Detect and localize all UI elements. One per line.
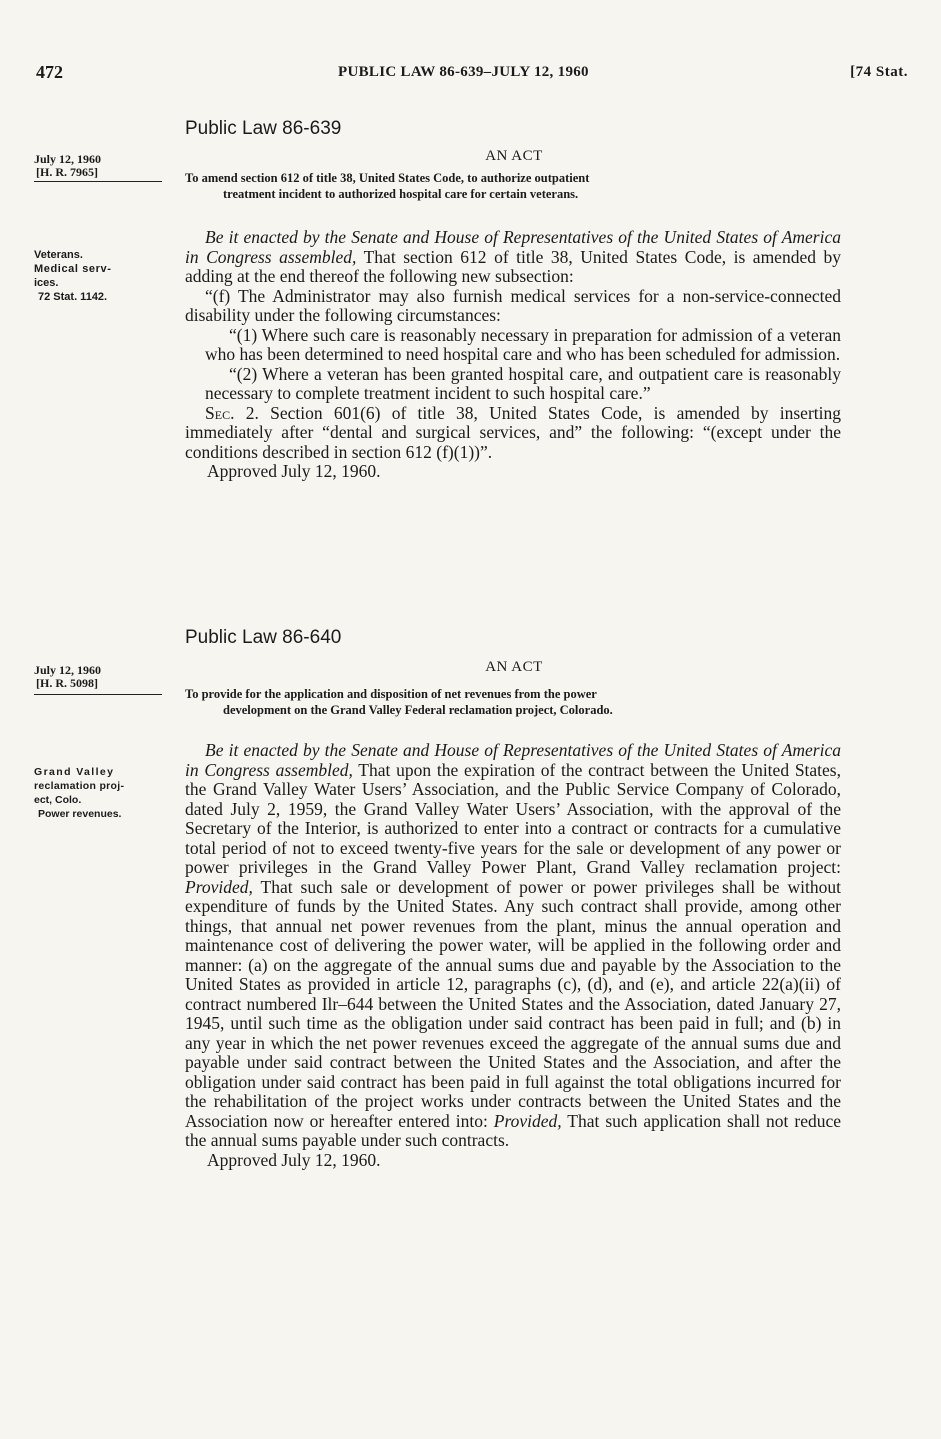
running-header — [36, 62, 908, 86]
law2-purpose — [185, 686, 843, 718]
law1-act-heading: AN ACT — [485, 148, 543, 164]
law2-purpose-line2: development on the Grand Valley Federal reclamation project, Colorado. — [223, 703, 613, 717]
law1-body — [185, 228, 841, 482]
law1-bill-number: [H. R. 7965] — [36, 165, 98, 179]
law1-purpose-line1: To amend section 612 of title 38, United States Code, to authorize outpatient — [185, 171, 590, 185]
volume-reference: [74 Stat. — [850, 64, 908, 80]
law2-text-a: That upon the expiration of the contract between the United States, the Grand Valley Water Users’ Association, and the Public Service Company of Colorado, dated July 2, 1959, the Grand Valley Water Users’ Association, with the approval of the Secretary of the Interior, is authorized to enter into a contract or contracts for a cumulative total period of not to exceed twenty-five years for the sale or development of any power or power privileges in the Grand Valley Power Plant, Grand Valley reclamation project: — [185, 759, 841, 877]
running-title: PUBLIC LAW 86-639–JULY 12, 1960 — [338, 64, 589, 80]
margin-note: Grand Valley — [34, 766, 115, 778]
law1-paragraph-2: “(2) Where a veteran has been granted hospital care, and outpatient care is reasonably necessary to complete treatment incident to such hospital care.” — [205, 363, 841, 403]
law2-text-c: That such application shall not reduce the annual sums payable under such contracts. — [185, 1110, 841, 1150]
law1-sec2-text: Section 601(6) of title 38, United States Code, is amended by inserting immediately after “dental and surgical services, and” the following: “(except under the conditions described in section 612 (f)(1))”. — [185, 402, 841, 462]
margin-note: Veterans. — [34, 249, 83, 261]
law1-margin-date — [34, 153, 174, 179]
margin-note: Medical serv- — [34, 263, 112, 275]
law1-date: July 12, 1960 — [34, 152, 102, 166]
law1-purpose-line2: treatment incident to authorized hospital care for certain veterans. — [223, 187, 579, 201]
law2-date: July 12, 1960 — [34, 663, 102, 677]
law1-subsection-f: “(f) The Administrator may also furnish medical services for a non-service-connected disability under the following circumstances: — [185, 285, 841, 325]
law1-approved: Approved July 12, 1960. — [207, 461, 381, 481]
law1-title: Public Law 86-639 — [185, 118, 342, 139]
law2-margin-notes — [34, 765, 174, 821]
law2-margin-rule — [34, 694, 162, 695]
margin-note: Power revenues. — [38, 808, 122, 820]
law2-bill-number: [H. R. 5098] — [36, 676, 98, 690]
margin-note: 72 Stat. 1142. — [38, 291, 108, 303]
law1-enacting-clause: Be it enacted by the Senate and House of Representatives of the United States of America in Congress assembled, — [185, 227, 841, 267]
law1-purpose — [185, 170, 843, 202]
law1-enacting-text: That section 612 of title 38, United States Code, is amended by adding at the end thereof the following new subsection: — [185, 246, 841, 286]
margin-note: reclamation proj- — [34, 780, 125, 792]
law2-provided-2: Provided, — [487, 1110, 562, 1131]
margin-note: ices. — [34, 277, 59, 289]
margin-note: ect, Colo. — [34, 794, 82, 806]
law2-text-b: That such sale or development of power or power privileges shall be without expenditure of funds by the United States. Any such contract shall provide, among other things, that annual net power revenues from the plant, minus the annual operation and maintenance cost of delivering the power water, will be applied in the following order and manner: (a) on the aggregate of the annual sums due and payable by the Association to the United States as provided in article 12, paragraphs (c), (d), and (e), and article 22(a)(ii) of contract numbered Ilr–644 between the United States and the Association, dated January 27, 1945, until such time as the obligation under said contract has been paid in full; and (b) in any year in which the net power revenues exceed the aggregate of the annual sums due and payable under said contract between the United States and the Association, and after the obligation under said contract has been paid in full against the total obligations incurred for the rehabilitation of the project works under contracts between the United States and the Association now or hereafter entered into: — [185, 876, 841, 1131]
law2-act-heading: AN ACT — [485, 659, 543, 675]
law2-enacting-clause: Be it enacted by the Senate and House of Representatives of the United States of America in Congress assembled, — [185, 740, 841, 780]
law2-margin-date — [34, 664, 174, 690]
law2-title: Public Law 86-640 — [185, 627, 342, 648]
law2-approved: Approved July 12, 1960. — [207, 1149, 381, 1170]
page-number: 472 — [36, 62, 63, 82]
law1-margin-notes — [34, 248, 174, 304]
law1-margin-rule — [34, 181, 162, 182]
law1-paragraph-1: “(1) Where such care is reasonably necessary in preparation for admission of a veteran who has been determined to need hospital care and who has been scheduled for admission. — [205, 324, 841, 364]
law2-purpose-line1: To provide for the application and disposition of net revenues from the power — [185, 687, 597, 701]
law2-body — [185, 741, 841, 1170]
law1-sec2-label: Sec. 2. — [205, 402, 259, 423]
law2-provided-1: Provided, — [185, 876, 253, 897]
